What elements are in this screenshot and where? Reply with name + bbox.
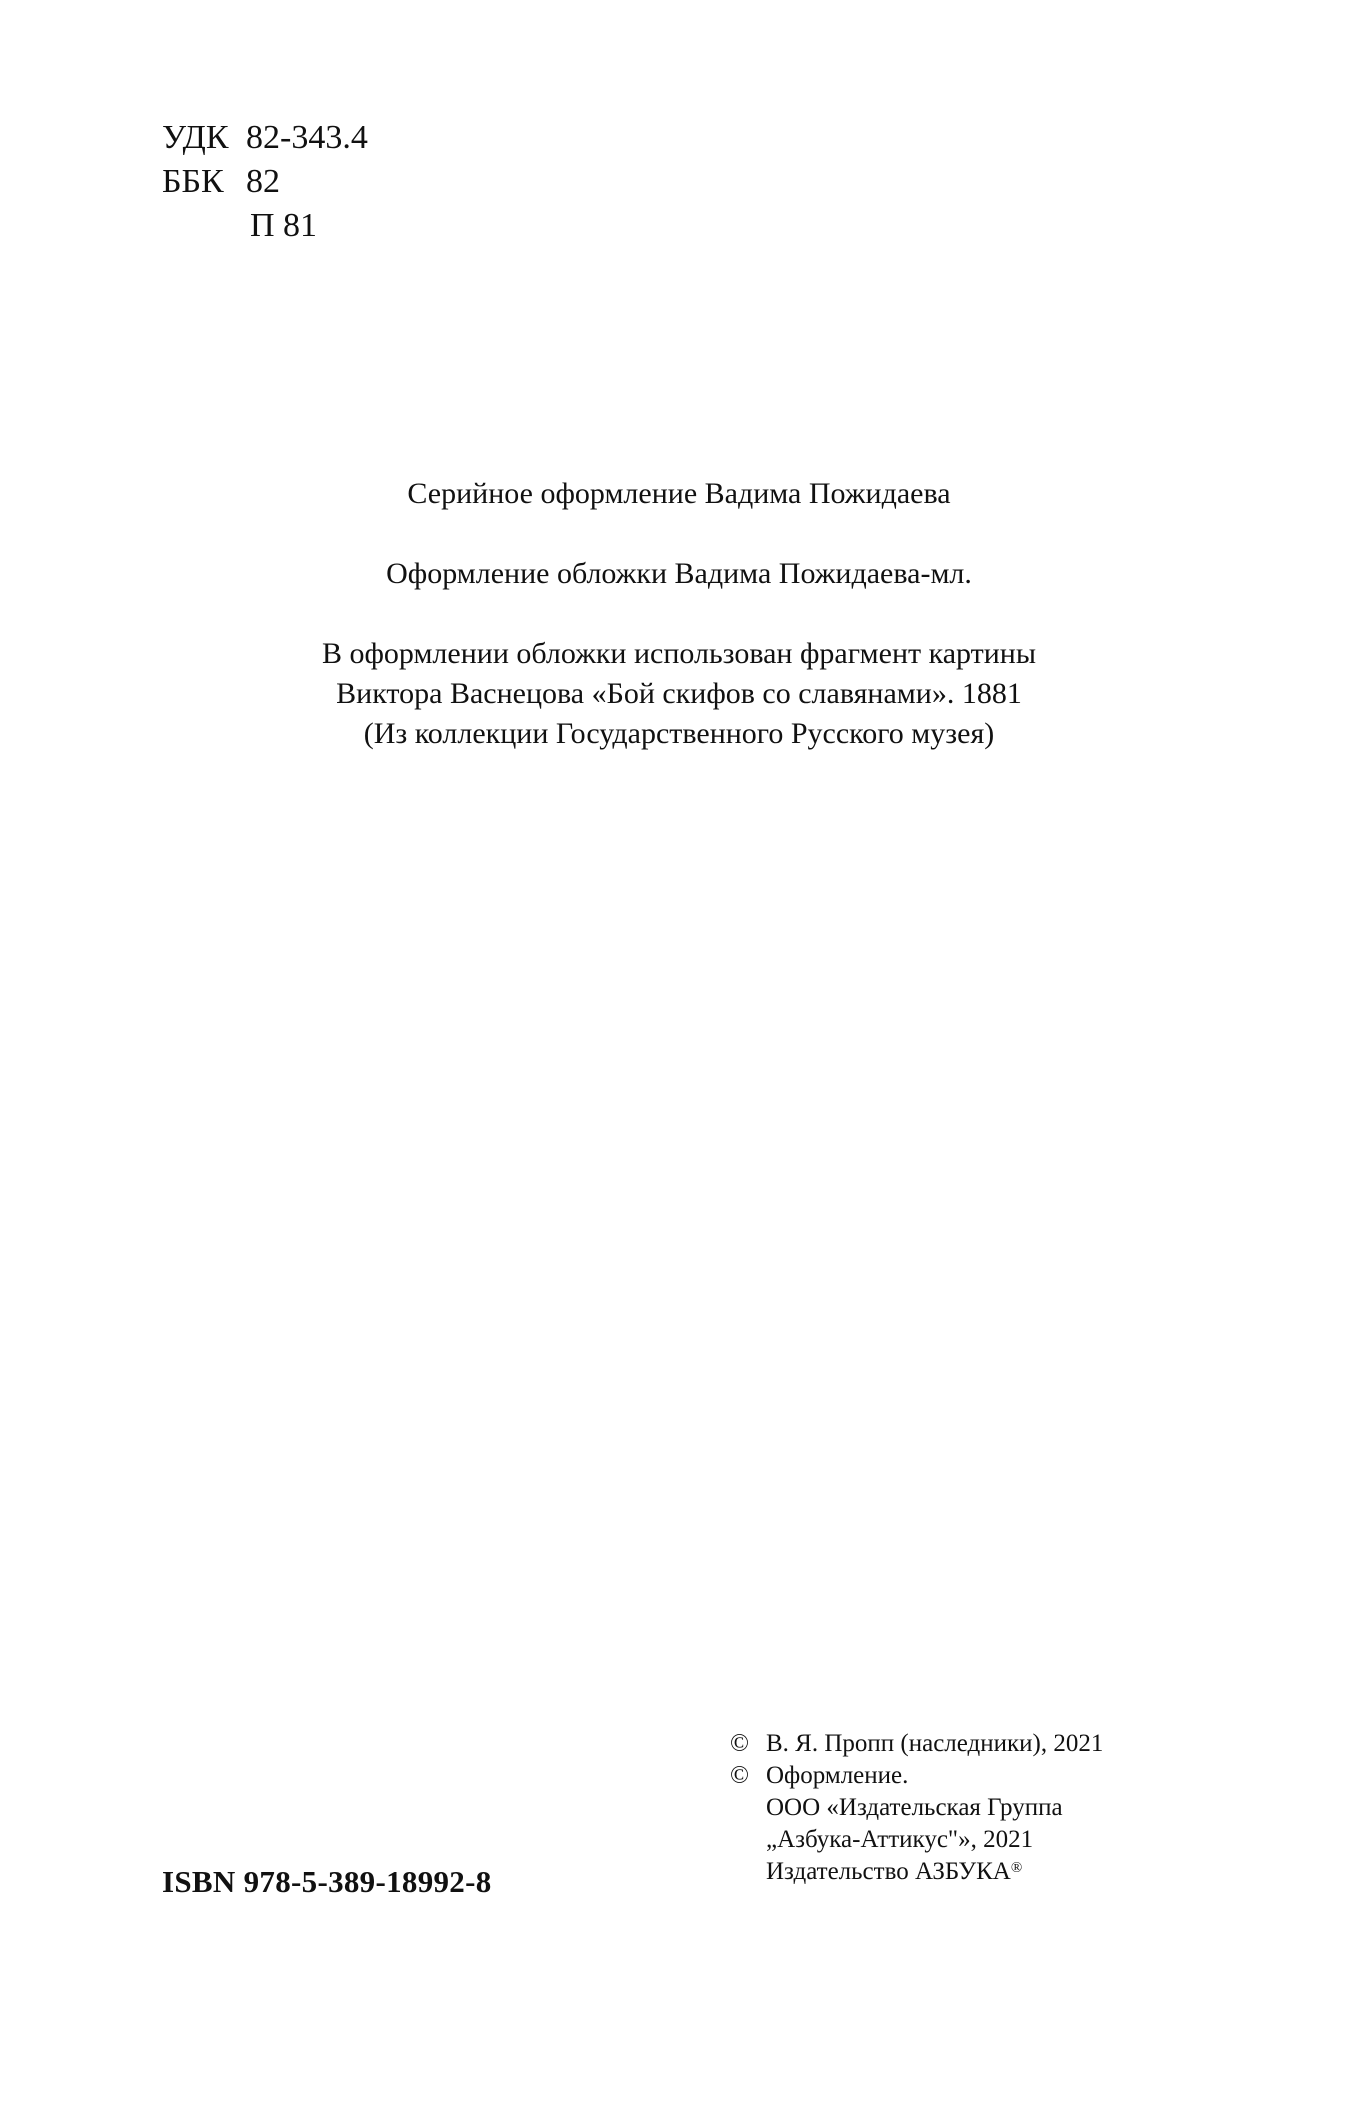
udk-row bbox=[162, 116, 368, 160]
copyright-symbol-icon: © bbox=[730, 1730, 749, 1757]
udk-value: 82-343.4 bbox=[246, 119, 368, 156]
series-design-credit: Серийное оформление Вадима Пожидаева bbox=[407, 477, 951, 510]
cover-fragment-note bbox=[0, 634, 1358, 754]
copyright-heirs: В. Я. Пропп (наследники), 2021 bbox=[766, 1730, 1104, 1757]
copyright-publisher-line-3 bbox=[730, 1856, 1103, 1888]
registered-mark-icon: ® bbox=[1010, 1860, 1023, 1876]
copyright-symbol-icon: © bbox=[730, 1762, 749, 1789]
udk-label: УДК bbox=[162, 119, 229, 156]
copyright-line-1 bbox=[730, 1728, 1103, 1760]
bbk-row bbox=[162, 160, 368, 204]
copyright-publisher-line-1: ООО «Издательская Группа bbox=[766, 1794, 1063, 1821]
cover-design-credit: Оформление обложки Вадима Пожидаева-мл. bbox=[386, 557, 972, 590]
copyright-publisher-line-2: „Азбука-Аттикус"», 2021 bbox=[766, 1826, 1034, 1853]
classification-block bbox=[162, 116, 368, 248]
isbn: ISBN 978-5-389-18992-8 bbox=[162, 1864, 492, 1899]
cover-fragment-line-2: Виктора Васнецова «Бой скифов со славянами». 1881 bbox=[336, 677, 1022, 710]
copyright-block bbox=[730, 1728, 1103, 1888]
publisher-name: Издательство АЗБУКА bbox=[766, 1858, 1011, 1885]
bbk-label: ББК bbox=[162, 163, 224, 200]
cover-fragment-line-3: (Из коллекции Государственного Русского музея) bbox=[363, 717, 995, 750]
cover-fragment-line-1: В оформлении обложки использован фрагмент картины bbox=[321, 637, 1037, 670]
author-mark: П 81 bbox=[250, 207, 318, 244]
design-credits bbox=[0, 474, 1358, 754]
copyright-line-2 bbox=[730, 1760, 1103, 1792]
copyright-design-label: Оформление. bbox=[766, 1762, 909, 1789]
bbk-value: 82 bbox=[246, 163, 280, 200]
